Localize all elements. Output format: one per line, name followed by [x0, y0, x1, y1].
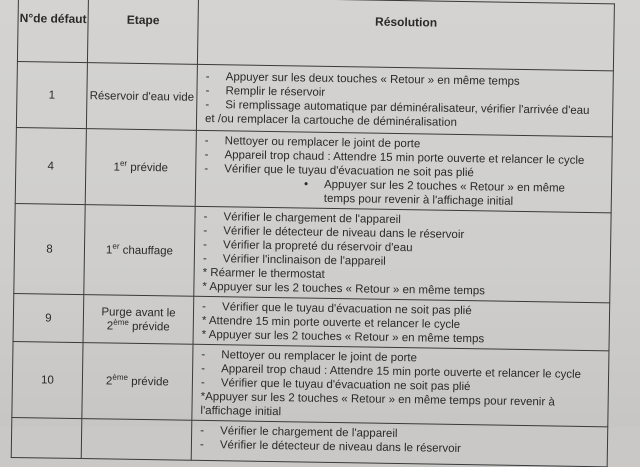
step-ordinal: 2 [105, 374, 113, 388]
step-name [83, 295, 194, 345]
step-name [82, 343, 193, 421]
step-name [84, 205, 195, 297]
dash-marker: - [202, 238, 208, 251]
asterisk-marker: * [200, 390, 206, 403]
step-label: prévide [127, 375, 169, 388]
list-item-text: Appuyer sur les deux touches « Retour » en même temps [225, 71, 520, 88]
dash-marker: - [205, 84, 210, 98]
resolution-cell [195, 130, 612, 213]
header-step: Etape [87, 0, 198, 64]
fault-number [11, 417, 82, 458]
resolution-cell [196, 64, 613, 137]
list-item-text: Appuyer sur les 2 touches « Retour » en même temps [209, 281, 486, 298]
step-name [85, 129, 196, 207]
header-resolution: Résolution [197, 0, 614, 71]
list-item-text: Vérifier le détecteur de niveau dans le réservoir [223, 225, 465, 242]
dash-marker: - [205, 70, 210, 84]
dash-marker: - [205, 98, 210, 112]
step-ordinal: 2 [106, 319, 114, 333]
list-item-text: l'affichage initial [200, 404, 282, 419]
asterisk-marker: * [201, 314, 207, 327]
dash-marker: - [204, 134, 209, 148]
list-item-text: Appuyer sur les 2 touches « Retour » en même [323, 178, 566, 195]
list-item-text: Remplir le réservoir [225, 85, 326, 99]
table-row [11, 417, 608, 466]
list-item-text: Appareil trop chaud : Attendre 15 min porte ouverte et relancer le cycle [224, 149, 585, 167]
step-name: Réservoir d'eau vide [86, 63, 197, 131]
list-item-text: Si remplissage automatique par déminéralisateur, vérifier l'arrivée d'eau [225, 99, 590, 117]
dash-marker: - [200, 376, 205, 389]
list-item-text: temps pour revenir à l'affichage initial [323, 192, 514, 208]
step-ordinal-suffix: ème [112, 372, 129, 382]
list-item-text: Nettoyer ou remplacer le joint de porte [221, 349, 418, 365]
asterisk-marker: * [201, 328, 207, 341]
dash-marker: - [204, 162, 209, 176]
list-item-text: Vérifier le chargement de l'appareil [223, 211, 401, 227]
step-ordinal: 1 [113, 161, 121, 174]
dash-marker: - [201, 348, 206, 361]
document-sheet [11, 0, 618, 467]
table-row [12, 341, 609, 426]
list-item-text: Appuyer sur les 2 touches « Retour » en même temps pour revenir à [205, 390, 555, 409]
step-ordinal-suffix: er [119, 158, 128, 168]
dash-marker: - [202, 252, 207, 265]
asterisk-marker: * [202, 266, 208, 280]
dash-marker: - [199, 438, 204, 451]
fault-number: 1 [16, 61, 87, 128]
list-item-text: Nettoyer ou remplacer le joint de porte [224, 135, 421, 151]
list-item-text: Vérifier la propreté du réservoir d'eau [222, 239, 413, 255]
list-item-text: Vérifier que le tuyau d'évacuation ne soit pas plié [222, 301, 472, 318]
list-item-text: Vérifier le détecteur de niveau dans le réservoir [219, 439, 462, 456]
fault-number: 9 [13, 293, 84, 342]
resolution-cell [191, 420, 608, 467]
resolution-cell [193, 296, 610, 351]
list-item-text: Appuyer sur les 2 touches « Retour » en même temps [208, 329, 485, 346]
dash-marker: - [204, 148, 209, 162]
list-item-text: Réarmer le thermostat [210, 267, 325, 281]
step-name [81, 419, 192, 461]
bullet-marker: • [303, 178, 309, 191]
step-ordinal: 1 [105, 243, 113, 257]
list-item-text: Vérifier que le tuyau d'évacuation ne soit pas plié [224, 163, 474, 180]
dash-marker: - [201, 362, 206, 375]
step-ordinal-suffix: ème [113, 317, 129, 327]
table-row [16, 61, 613, 136]
header-fault-number: N°de défaut [17, 0, 88, 63]
step-label: chauffage [119, 244, 174, 257]
dash-marker: - [203, 210, 208, 224]
step-label: prévide [126, 161, 169, 174]
list-item-text: Vérifier que le tuyau d'évacuation ne soit pas plié [220, 377, 471, 394]
dash-marker: - [202, 300, 207, 313]
fault-number: 4 [15, 127, 86, 204]
fault-number: 10 [12, 341, 83, 418]
step-label: prévide [128, 320, 170, 333]
asterisk-marker: * [202, 280, 207, 294]
list-item-text: Vérifier le chargement de l'appareil [220, 425, 398, 441]
dash-marker: - [203, 224, 208, 237]
table-header-row [17, 0, 614, 71]
list-item-text: et /ou remplacer la cartouche de déminéralisation [204, 112, 457, 129]
resolution-cell [194, 206, 611, 303]
list-item-text: Appareil trop chaud : Attendre 15 min porte ouverte et relancer le cycle [221, 363, 582, 381]
step-ordinal-suffix: er [112, 241, 120, 251]
list-item-text: Attendre 15 min porte ouverte et relancer le cycle [208, 315, 461, 331]
step-label-line1: Purge avant le [101, 305, 176, 320]
list-item-text: Vérifier l'inclinaison de l'appareil [222, 253, 386, 268]
table-row [15, 127, 612, 212]
dash-marker: - [200, 424, 205, 437]
fault-number: 8 [14, 203, 85, 294]
fault-table [11, 0, 615, 467]
table-row [14, 203, 611, 302]
resolution-cell [192, 344, 609, 427]
